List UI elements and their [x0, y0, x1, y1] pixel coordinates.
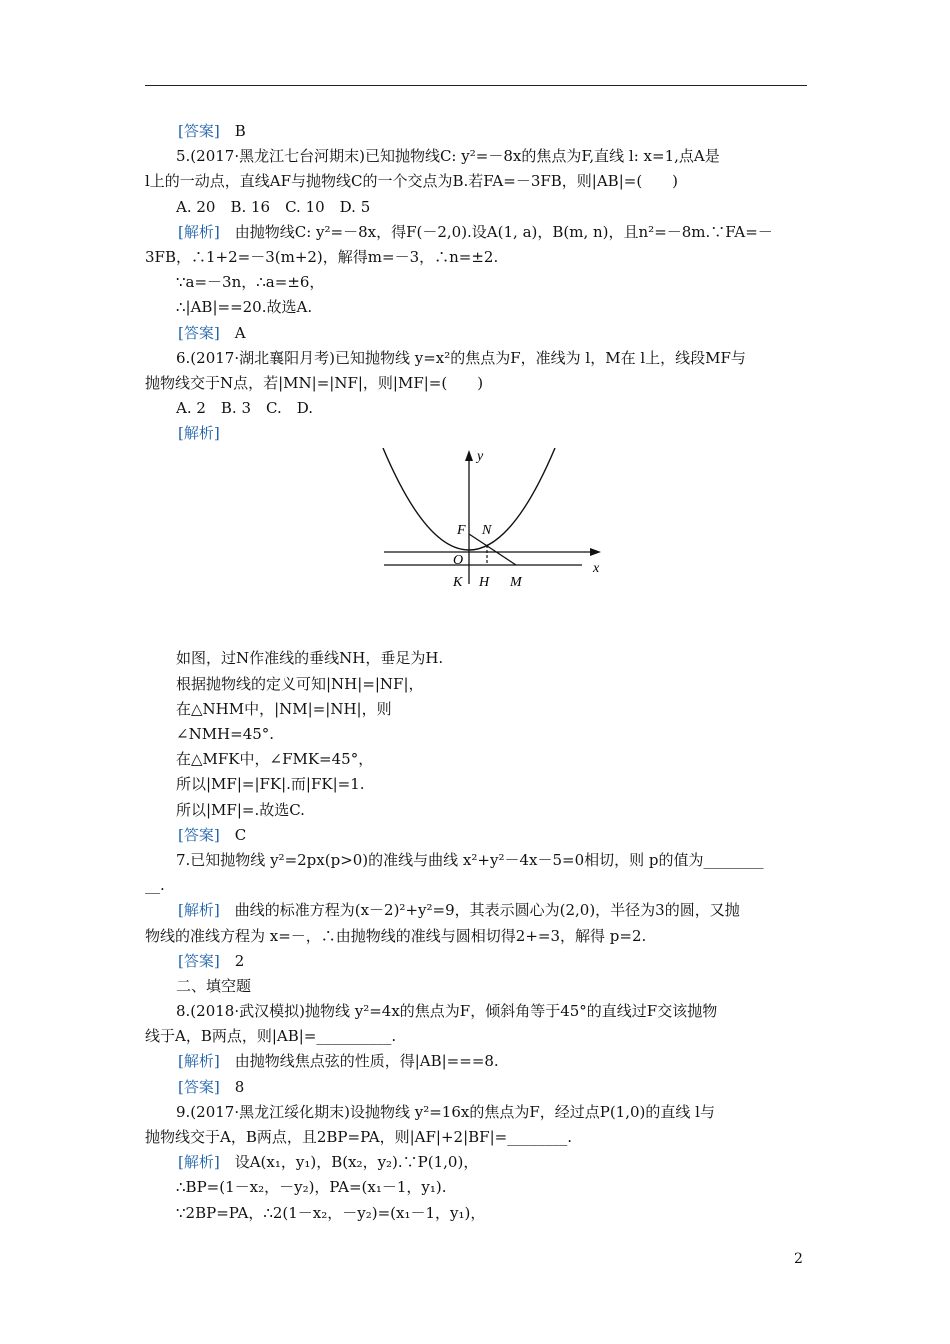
line-text: ∴|AB|==20.故选A.: [176, 298, 313, 317]
page-number: 2: [794, 1251, 803, 1267]
text-line: [145, 396, 807, 421]
line-text: B: [219, 122, 246, 140]
line-text: C: [219, 825, 247, 844]
line-text: 物线的准线方程为 x=－，∴由抛物线的准线与圆相切得2+=3，解得 p=2.: [145, 926, 647, 945]
text-line: [145, 144, 807, 169]
line-text: ∠NMH=45°.: [176, 725, 275, 743]
header-rule: [145, 85, 807, 86]
label-o: O: [453, 553, 464, 569]
section-tag: [解析]: [178, 222, 220, 241]
text-line: [145, 848, 807, 873]
text-line: [145, 949, 807, 974]
section-tag: [解析]: [178, 424, 220, 443]
text-line: [145, 697, 807, 722]
label-m: M: [510, 575, 522, 591]
line-text: 6.(2017·湖北襄阳月考)已知抛物线 y=x²的焦点为F，准线为 l，M在 l上，线段MF与: [176, 348, 746, 367]
line-text: 所以|MF|=.故选C.: [176, 800, 305, 819]
text-before-figure: [145, 119, 807, 446]
text-line: [145, 672, 807, 697]
line-text: 7.已知抛物线 y²=2px(p>0)的准线与曲线 x²+y²－4x－5=0相切，则 p的值为________: [176, 850, 764, 869]
text-line: [145, 220, 807, 245]
text-line: [145, 119, 807, 144]
line-text: 设A(x₁，y₁)，B(x₂，y₂).∵P(1,0)，: [219, 1153, 479, 1172]
label-f: F: [457, 523, 466, 539]
line-text: ∵2BP=PA，∴2(1－x₂，－y₂)=(x₁－1，y₁)，: [176, 1203, 486, 1222]
section-tag: [答案]: [178, 122, 220, 140]
text-line: [145, 873, 807, 898]
text-line: [145, 924, 807, 949]
line-text: 5.(2017·黑龙江七台河期末)已知抛物线C: y²=－8x的焦点为F,直线 l: x=1,点A是: [176, 147, 720, 166]
x-axis-arrow: [590, 548, 601, 556]
line-text: ∴BP=(1－x₂，－y₂)，PA=(x₁－1，y₁).: [176, 1178, 447, 1197]
line-text: 根据抛物线的定义可知|NH|=|NF|，: [176, 674, 424, 693]
text-line: [145, 722, 807, 747]
text-line: [145, 772, 807, 797]
text-line: [145, 974, 807, 999]
line-text: 8: [219, 1077, 245, 1096]
label-x: x: [593, 561, 600, 577]
section-tag: [答案]: [178, 1077, 220, 1096]
line-text: 8.(2018·武汉模拟)抛物线 y²=4x的焦点为F，倾斜角等于45°的直线过F交该抛物: [176, 1002, 718, 1021]
text-line: [145, 245, 807, 270]
line-text: 3FB，∴1+2=－3(m+2)，解得m=－3，∴n=±2.: [145, 247, 499, 266]
section-tag: [答案]: [178, 951, 220, 970]
line-text: 抛物线交于A，B两点，且2BP=PA，则|AF|+2|BF|=________.: [145, 1128, 572, 1146]
text-line: [145, 295, 807, 320]
line-text: 9.(2017·黑龙江绥化期末)设抛物线 y²=16x的焦点为F，经过点P(1,0)的直线 l与: [176, 1102, 715, 1121]
section-tag: [解析]: [178, 1153, 220, 1172]
line-text: 2: [219, 951, 245, 970]
text-line: [145, 1075, 807, 1100]
text-line: [145, 1100, 807, 1125]
line-text: 线于A，B两点，则|AB|=__________.: [145, 1027, 397, 1046]
line-text: 如图，过N作准线的垂线NH，垂足为H.: [176, 649, 444, 668]
line-text: 在△NHM中，|NM|=|NH|，则: [176, 699, 392, 718]
section-tag: [答案]: [178, 323, 220, 342]
text-line: [145, 646, 807, 671]
section-tag: [解析]: [178, 901, 220, 920]
line-text: A: [219, 323, 246, 342]
line-text: 抛物线交于N点，若|MN|=|NF|，则|MF|=( ): [145, 373, 484, 392]
text-line: [145, 747, 807, 772]
line-text: __.: [145, 876, 165, 895]
label-y: y: [477, 449, 484, 465]
text-line: [145, 798, 807, 823]
text-line: [145, 169, 807, 194]
text-line: [145, 1150, 807, 1175]
line-text: 在△MFK中，∠FMK=45°，: [176, 750, 374, 769]
section-tag: [解析]: [178, 1052, 220, 1071]
text-line: [145, 999, 807, 1024]
text-after-figure: [145, 646, 807, 1225]
text-line: [145, 1175, 807, 1200]
text-line: [145, 346, 807, 371]
label-h: H: [479, 575, 490, 591]
text-line: [145, 270, 807, 295]
line-text: 二、填空题: [176, 976, 252, 995]
label-n: N: [482, 523, 492, 539]
text-line: [145, 371, 807, 396]
text-line: [145, 195, 807, 220]
parabola-figure: [145, 446, 807, 646]
text-line: [145, 1024, 807, 1049]
text-line: [145, 421, 807, 446]
line-text: 由抛物线C: y²=－8x，得F(－2,0).设A(1, a)，B(m, n)，且n²=－8m.∵FA=－: [219, 222, 773, 241]
line-text: 曲线的标准方程为(x－2)²+y²=9，其表示圆心为(2,0)，半径为3的圆，又抛: [219, 901, 740, 920]
line-text: 所以|MF|=|FK|.而|FK|=1.: [176, 775, 365, 794]
text-line: [145, 1201, 807, 1226]
line-text: l上的一动点，直线AF与抛物线C的一个交点为B.若FA=－3FB，则|AB|=( ): [145, 172, 679, 191]
section-tag: [答案]: [178, 825, 220, 844]
parabola-diagram: [381, 448, 611, 646]
line-text: 由抛物线焦点弦的性质，得|AB|===8.: [219, 1052, 499, 1071]
line-text: ∵a=－3n，∴a=±6，: [176, 273, 325, 292]
text-line: [145, 1125, 807, 1150]
label-k: K: [453, 575, 463, 591]
text-line: [145, 898, 807, 923]
y-axis-arrow: [465, 450, 473, 461]
text-line: [145, 1049, 807, 1074]
text-line: [145, 823, 807, 848]
line-text: A. 2 B. 3 C. D.: [176, 399, 313, 418]
page-content: [145, 119, 807, 1226]
text-line: [145, 321, 807, 346]
line-text: A. 20 B. 16 C. 10 D. 5: [176, 197, 371, 216]
